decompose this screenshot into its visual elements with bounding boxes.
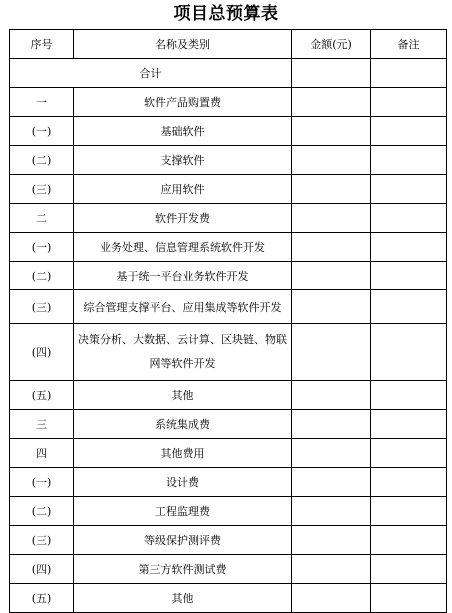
row-amount-cell[interactable] [292,290,371,324]
row-name: 基于统一平台业务软件开发 [74,262,292,290]
table-row [10,290,447,324]
row-name: 软件产品购置费 [74,88,292,117]
table-row [10,439,447,468]
row-name: 设计费 [74,468,292,497]
row-amount-cell[interactable] [292,526,371,555]
header-amount: 金额(元) [292,30,371,59]
row-note-cell[interactable] [371,439,447,468]
row-no: (一) [10,233,74,262]
row-note-cell[interactable] [371,468,447,497]
table-row [10,146,447,175]
row-note-cell[interactable] [371,204,447,233]
row-name: 第三方软件测试费 [74,555,292,584]
table-row [10,175,447,204]
row-name: 支撑软件 [74,146,292,175]
row-note-cell[interactable] [371,324,447,381]
row-amount-cell[interactable] [292,439,371,468]
header-row [10,30,447,59]
row-note-cell[interactable] [371,410,447,439]
row-amount-cell[interactable] [292,175,371,204]
total-label: 合计 [10,59,292,88]
header-note: 备注 [371,30,447,59]
row-no: (四) [10,324,74,381]
total-row [10,59,447,88]
table-row [10,526,447,555]
row-no: (三) [10,526,74,555]
row-note-cell[interactable] [371,526,447,555]
row-name: 其他 [74,381,292,410]
row-name: 系统集成费 [74,410,292,439]
row-name: 综合管理支撑平台、应用集成等软件开发 [74,290,292,324]
row-amount-cell[interactable] [292,117,371,146]
row-name: 软件开发费 [74,204,292,233]
row-amount-cell[interactable] [292,468,371,497]
row-note-cell[interactable] [371,146,447,175]
row-note-cell[interactable] [371,262,447,290]
table-row [10,468,447,497]
row-no: 一 [10,88,74,117]
table-row [10,117,447,146]
row-amount-cell[interactable] [292,262,371,290]
row-note-cell[interactable] [371,175,447,204]
row-amount-cell[interactable] [292,497,371,526]
row-name: 工程监理费 [74,497,292,526]
table-row [10,410,447,439]
table-row [10,204,447,233]
row-no: 二 [10,204,74,233]
table-row [10,324,447,381]
row-note-cell[interactable] [371,233,447,262]
row-no: (二) [10,262,74,290]
row-amount-cell[interactable] [292,410,371,439]
row-no: 四 [10,439,74,468]
row-amount-cell[interactable] [292,381,371,410]
row-name: 业务处理、信息管理系统软件开发 [74,233,292,262]
page-title: 项目总预算表 [173,4,279,24]
table-row [10,233,447,262]
row-amount-cell[interactable] [292,88,371,117]
row-no: (五) [10,584,74,613]
row-amount-cell[interactable] [292,555,371,584]
row-no: 三 [10,410,74,439]
table-row [10,584,447,613]
row-no: (二) [10,497,74,526]
row-amount-cell[interactable] [292,584,371,613]
row-amount-cell[interactable] [292,233,371,262]
row-note-cell[interactable] [371,497,447,526]
header-no: 序号 [10,30,74,59]
row-amount-cell[interactable] [292,324,371,381]
table-row [10,262,447,290]
row-note-cell[interactable] [371,555,447,584]
total-note-cell[interactable] [371,59,447,88]
row-note-cell[interactable] [371,88,447,117]
budget-table [9,29,447,613]
row-no: (四) [10,555,74,584]
row-no: (一) [10,468,74,497]
row-no: (一) [10,117,74,146]
row-note-cell[interactable] [371,584,447,613]
row-note-cell[interactable] [371,290,447,324]
table-row [10,555,447,584]
table-row [10,88,447,117]
row-no: (三) [10,175,74,204]
row-note-cell[interactable] [371,381,447,410]
table-row [10,381,447,410]
row-no: (五) [10,381,74,410]
row-note-cell[interactable] [371,117,447,146]
row-name: 其他 [74,584,292,613]
row-name: 其他费用 [74,439,292,468]
row-amount-cell[interactable] [292,146,371,175]
header-name: 名称及类别 [74,30,292,59]
total-amount-cell[interactable] [292,59,371,88]
row-no: (二) [10,146,74,175]
row-name: 基础软件 [74,117,292,146]
row-name: 等级保护测评费 [74,526,292,555]
table-row [10,497,447,526]
row-amount-cell[interactable] [292,204,371,233]
row-name: 应用软件 [74,175,292,204]
row-no: (三) [10,290,74,324]
row-name: 决策分析、大数据、云计算、区块链、物联网等软件开发 [74,324,292,381]
